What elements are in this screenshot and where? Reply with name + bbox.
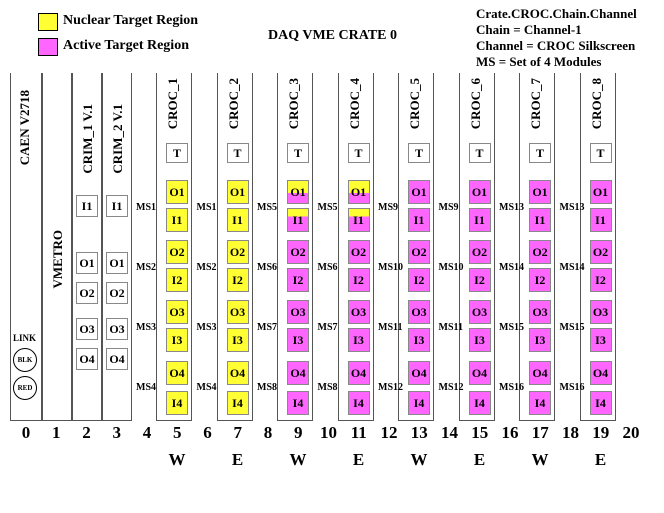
- slot-number: 3: [112, 423, 121, 442]
- croc-channel-box: O2: [408, 240, 430, 264]
- croc-channel-box: O2: [166, 240, 188, 264]
- ms-label: MS11: [378, 322, 403, 333]
- croc-channel-box: O3: [590, 300, 612, 324]
- slot-number: 5: [173, 423, 182, 442]
- nuclear-swatch: [38, 13, 58, 31]
- ms-label: MS3: [196, 322, 217, 333]
- caen-label: CAEN V2718: [17, 90, 32, 166]
- ms-label: MS9: [378, 202, 398, 213]
- croc-channel-box: I2: [348, 268, 370, 292]
- croc-channel-box: O4: [287, 361, 309, 385]
- croc-channel-box: O4: [166, 361, 188, 385]
- croc-channel-box: I1: [287, 208, 309, 232]
- croc-side-label: W: [289, 450, 307, 469]
- croc-channel-box: T: [287, 143, 309, 163]
- croc-channel-box: I1: [469, 208, 491, 232]
- slot-number: 20: [622, 423, 640, 442]
- croc-side-label: W: [168, 450, 186, 469]
- ms-label: MS2: [196, 262, 217, 273]
- ms-label: MS7: [317, 322, 338, 333]
- ms-label: MS10: [378, 262, 403, 273]
- croc-channel-box: I3: [469, 328, 491, 352]
- ms-label: MS12: [378, 382, 403, 393]
- crim1-channel-box: O3: [76, 318, 98, 340]
- info-line: Crate.CROC.Chain.Channel: [476, 6, 637, 21]
- croc-channel-box: T: [348, 143, 370, 163]
- croc-channel-box: O4: [529, 361, 551, 385]
- active-swatch: [38, 38, 58, 56]
- blk-connector: BLK: [13, 348, 37, 372]
- croc-channel-box: O1: [590, 180, 612, 204]
- ms-label: MS8: [257, 382, 277, 393]
- croc-channel-box: O2: [227, 240, 249, 264]
- croc-channel-box: O2: [469, 240, 491, 264]
- croc-channel-box: O3: [408, 300, 430, 324]
- croc-channel-box: I2: [469, 268, 491, 292]
- ms-label: MS7: [257, 322, 277, 333]
- ms-label: MS10: [438, 262, 464, 273]
- nuclear-legend-label: Nuclear Target Region: [63, 13, 199, 28]
- croc-channel-box: I2: [166, 268, 188, 292]
- slot-number: 2: [82, 423, 91, 442]
- crim2-channel-box: I1: [106, 195, 128, 217]
- croc-channel-box: I2: [227, 268, 249, 292]
- croc-channel-box: T: [166, 143, 188, 163]
- croc-channel-box: I2: [287, 268, 309, 292]
- ms-label: MS2: [136, 262, 156, 273]
- croc-side-label: E: [231, 450, 244, 469]
- active-legend-label: Active Target Region: [63, 38, 189, 53]
- croc-channel-box: O2: [348, 240, 370, 264]
- croc-channel-box: O4: [227, 361, 249, 385]
- croc-channel-box: O1: [227, 180, 249, 204]
- croc-channel-box: O1: [348, 180, 370, 204]
- croc-channel-box: I3: [408, 328, 430, 352]
- crim1-channel-box: O1: [76, 252, 98, 274]
- croc-channel-box: I2: [529, 268, 551, 292]
- croc-side-label: E: [594, 450, 607, 469]
- croc-channel-box: O3: [166, 300, 188, 324]
- crate-title: DAQ VME CRATE 0: [268, 28, 397, 43]
- ms-label: MS6: [257, 262, 277, 273]
- croc-channel-box: I3: [166, 328, 188, 352]
- crim2-channel-box: O3: [106, 318, 128, 340]
- croc-channel-box: I4: [227, 391, 249, 415]
- croc-channel-box: I1: [529, 208, 551, 232]
- croc-channel-box: T: [590, 143, 612, 163]
- ms-label: MS14: [559, 262, 585, 273]
- croc-label: CROC_6: [467, 78, 483, 130]
- croc-channel-box: O2: [529, 240, 551, 264]
- crim1-label: CRIM_1 V.1: [80, 104, 95, 174]
- ms-label: MS8: [317, 382, 338, 393]
- croc-label: CROC_1: [165, 78, 180, 130]
- croc-channel-box: T: [529, 143, 551, 163]
- croc-channel-box: I3: [348, 328, 370, 352]
- ms-label: MS6: [317, 262, 338, 273]
- ms-label: MS12: [438, 382, 464, 393]
- croc-channel-box: T: [408, 143, 430, 163]
- ms-label: MS13: [499, 202, 524, 213]
- slot-number: 1: [52, 423, 61, 442]
- croc-channel-box: I4: [469, 391, 491, 415]
- croc-channel-box: O1: [529, 180, 551, 204]
- croc-channel-box: O2: [590, 240, 612, 264]
- croc-channel-box: I3: [529, 328, 551, 352]
- crim2-channel-box: O4: [106, 348, 128, 370]
- crim2-label: CRIM_2 V.1: [110, 104, 125, 174]
- slot-number: 15: [471, 423, 489, 442]
- red-connector: RED: [13, 376, 37, 400]
- croc-channel-box: I2: [590, 268, 612, 292]
- ms-label: MS4: [136, 382, 156, 393]
- ms-label: MS5: [317, 202, 338, 213]
- croc-channel-box: O4: [408, 361, 430, 385]
- slot-number: 17: [531, 423, 549, 442]
- croc-channel-box: I1: [590, 208, 612, 232]
- croc-label: CROC_8: [588, 78, 604, 130]
- slot-number: 19: [592, 423, 610, 442]
- croc-channel-box: O3: [348, 300, 370, 324]
- ms-label: MS5: [257, 202, 277, 213]
- ms-label: MS1: [136, 202, 156, 213]
- ms-label: MS3: [136, 322, 156, 333]
- croc-channel-box: O4: [348, 361, 370, 385]
- info-block: [476, 6, 637, 70]
- slot-number: 9: [294, 423, 303, 442]
- crim1-channel-box: I1: [76, 195, 98, 217]
- croc-label: CROC_3: [286, 78, 301, 130]
- croc-channel-box: O4: [469, 361, 491, 385]
- ms-label: MS15: [499, 322, 524, 333]
- slot-number: 10: [320, 423, 337, 442]
- slot-number: 16: [501, 423, 519, 442]
- slot-number: 12: [380, 423, 398, 442]
- ms-label: MS14: [499, 262, 524, 273]
- croc-channel-box: I1: [408, 208, 430, 232]
- croc-channel-box: I3: [590, 328, 612, 352]
- croc-channel-box: O1: [287, 180, 309, 204]
- ms-label: MS1: [196, 202, 217, 213]
- croc-channel-box: I4: [529, 391, 551, 415]
- slot-number: 11: [350, 423, 367, 442]
- ms-label: MS16: [499, 382, 524, 393]
- croc-channel-box: O1: [166, 180, 188, 204]
- croc-channel-box: O1: [408, 180, 430, 204]
- slot-number: 6: [203, 423, 212, 442]
- croc-channel-box: O3: [529, 300, 551, 324]
- slot-number: 14: [441, 423, 458, 442]
- croc-channel-box: I1: [227, 208, 249, 232]
- ms-label: MS9: [438, 202, 459, 213]
- croc-channel-box: O3: [287, 300, 309, 324]
- croc-side-label: E: [473, 450, 486, 469]
- croc-channel-box: I1: [166, 208, 188, 232]
- ms-label: MS4: [196, 382, 217, 393]
- croc-side-label: W: [410, 450, 428, 469]
- croc-label: CROC_7: [528, 78, 543, 130]
- croc-channel-box: I4: [408, 391, 430, 415]
- ms-label: MS11: [438, 322, 463, 333]
- slot-number: 7: [233, 423, 242, 442]
- croc-channel-box: O4: [590, 361, 612, 385]
- crim2-channel-box: O2: [106, 282, 128, 304]
- croc-label: CROC_4: [346, 78, 362, 130]
- ms-label: MS13: [559, 202, 585, 213]
- croc-label: CROC_2: [225, 78, 241, 130]
- croc-channel-box: I2: [408, 268, 430, 292]
- slot-number: 0: [21, 423, 31, 442]
- info-line: Chain = Channel-1: [476, 22, 582, 37]
- slot-number: 18: [562, 423, 579, 442]
- croc-channel-box: I1: [348, 208, 370, 232]
- ms-label: MS15: [559, 322, 585, 333]
- info-line: Channel = CROC Silkscreen: [476, 38, 636, 53]
- slot-number: 4: [142, 423, 152, 442]
- croc-channel-box: O2: [287, 240, 309, 264]
- croc-channel-box: I4: [166, 391, 188, 415]
- croc-channel-box: I4: [348, 391, 370, 415]
- croc-channel-box: O1: [469, 180, 491, 204]
- link-label: LINK: [13, 333, 37, 343]
- croc-channel-box: I3: [287, 328, 309, 352]
- croc-channel-box: T: [227, 143, 249, 163]
- crim1-channel-box: O4: [76, 348, 98, 370]
- croc-side-label: E: [352, 450, 365, 469]
- crim2-channel-box: O1: [106, 252, 128, 274]
- croc-channel-box: T: [469, 143, 491, 163]
- info-line: MS = Set of 4 Modules: [476, 54, 602, 69]
- croc-channel-box: O3: [227, 300, 249, 324]
- croc-side-label: W: [531, 450, 549, 469]
- croc-channel-box: I4: [287, 391, 309, 415]
- croc-channel-box: I4: [590, 391, 612, 415]
- ms-label: MS16: [559, 382, 585, 393]
- croc-channel-box: I3: [227, 328, 249, 352]
- crim1-channel-box: O2: [76, 282, 98, 304]
- croc-label: CROC_5: [407, 78, 422, 130]
- croc-channel-box: O3: [469, 300, 491, 324]
- slot-number: 8: [263, 423, 273, 442]
- vmetro-label: VMETRO: [50, 230, 65, 289]
- slot-number: 13: [410, 423, 428, 442]
